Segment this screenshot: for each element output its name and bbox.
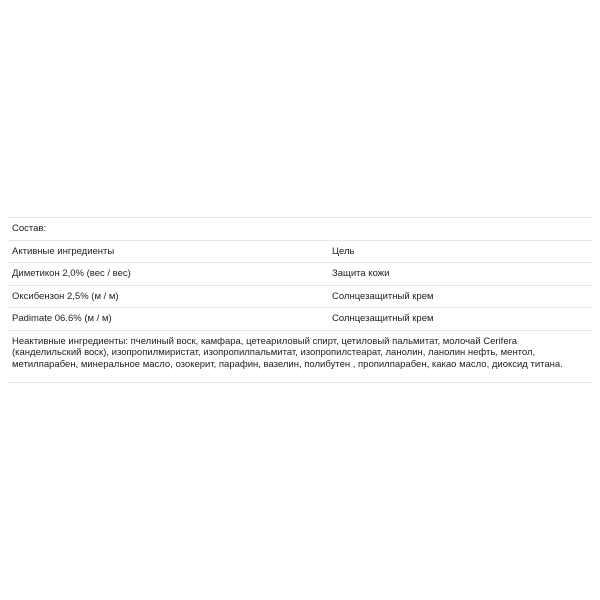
ingredient-cell: Оксибензон 2,5% (м / м) — [7, 285, 327, 308]
header-row — [7, 240, 593, 263]
ingredient-cell: Диметикон 2,0% (вес / вес) — [7, 263, 327, 286]
header-purpose: Цель — [327, 240, 593, 263]
purpose-cell: Солнцезащитный крем — [327, 285, 593, 308]
ingredient-cell: Padimate 06.6% (м / м) — [7, 308, 327, 331]
table-row — [7, 285, 593, 308]
composition-title: Состав: — [7, 218, 593, 241]
inactive-ingredients-row — [7, 330, 593, 382]
inactive-ingredients-text: Неактивные ингредиенты: пчелиный воск, камфара, цетеариловый спирт, цетиловый пальмитат, молочай Cerifera (канделильский воск), изопропилмиристат, изопропилпальмитат, изопропилстеарат, ланолин, ланолин нефть, ментол, метилпарабен, минеральное масло, озокерит, парафин, вазелин, полибутен , пропилпарабен, какао масло, диоксид титана. — [7, 330, 593, 382]
table-row — [7, 308, 593, 331]
header-ingredient: Активные ингредиенты — [7, 240, 327, 263]
purpose-cell: Защита кожи — [327, 263, 593, 286]
composition-title-row — [7, 218, 593, 241]
composition-table — [7, 217, 593, 383]
purpose-cell: Солнцезащитный крем — [327, 308, 593, 331]
table-row — [7, 263, 593, 286]
